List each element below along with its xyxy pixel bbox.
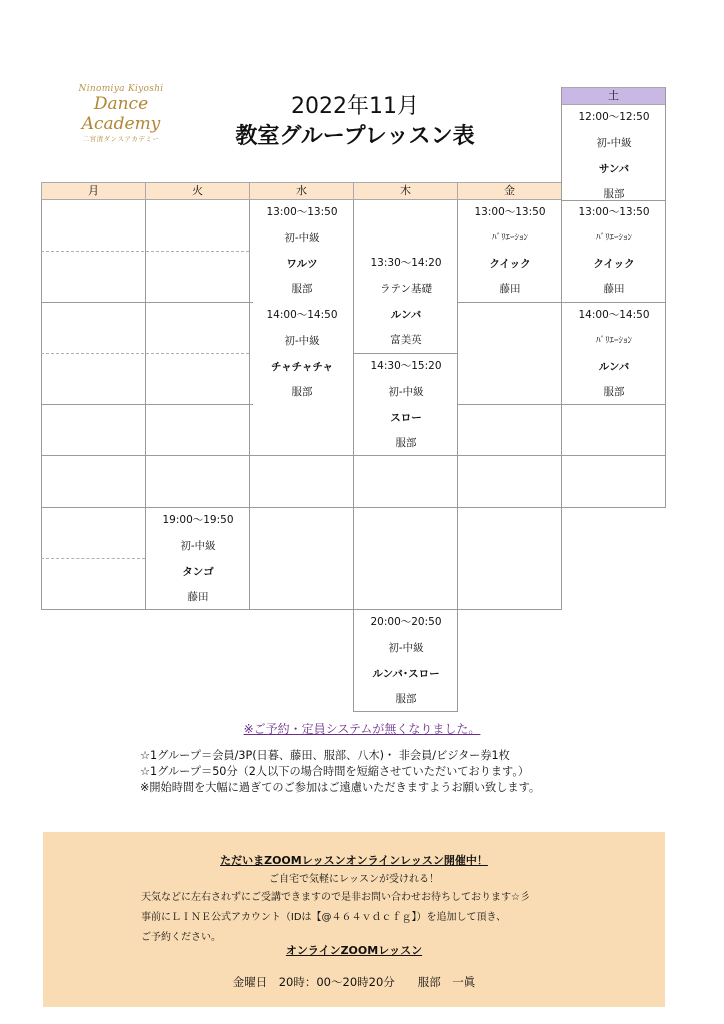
lesson-level: ﾊﾞﾘｴｰｼｮﾝ bbox=[491, 232, 528, 243]
lesson-dance: サンバ bbox=[598, 162, 630, 175]
lesson-dance: ルンバ bbox=[598, 360, 630, 373]
lesson-dance: ワルツ bbox=[286, 257, 318, 270]
day-header-sat: 土 bbox=[561, 87, 666, 105]
day-header-fri: 金 bbox=[457, 182, 562, 200]
grid-dash bbox=[41, 558, 145, 559]
rules-list bbox=[140, 748, 540, 796]
lesson-teacher: 服部 bbox=[603, 188, 625, 201]
grid-line bbox=[41, 507, 666, 508]
lesson-dance: ルンバ bbox=[390, 308, 422, 321]
lesson-wed-1300 bbox=[250, 200, 354, 303]
zoom-text-1: ご自宅で気軽にレッスンが受けれる！ bbox=[269, 874, 439, 885]
lesson-time: 13:30〜14:20 bbox=[370, 257, 442, 269]
zoom-text-4: ご予約ください。 bbox=[141, 932, 221, 943]
lesson-dance: クイック bbox=[489, 257, 531, 270]
lesson-level: 初-中級 bbox=[596, 136, 632, 149]
rule-item: ☆1グループ＝50分（2人以下の場合時間を短縮させていただいております。） bbox=[140, 765, 530, 778]
lesson-fri-1300 bbox=[458, 200, 562, 303]
logo-top-text: Ninomiya Kiyoshi bbox=[78, 84, 164, 94]
lesson-level: ラテン基礎 bbox=[380, 282, 432, 295]
grid-line bbox=[41, 404, 253, 405]
lesson-teacher: 藤田 bbox=[499, 283, 521, 296]
lesson-level: ﾊﾞﾘｴｰｼｮﾝ bbox=[595, 232, 632, 243]
lesson-wed-1400 bbox=[250, 303, 354, 406]
lesson-time: 13:00〜13:50 bbox=[578, 206, 650, 218]
page-title: 教室グループレッスン表 bbox=[235, 124, 475, 149]
grid-line bbox=[41, 302, 253, 303]
logo-sub-text: 二宮清ダンスアカデミー bbox=[82, 135, 160, 143]
lesson-dance: チャチャチャ bbox=[270, 360, 334, 373]
lesson-sat-1400 bbox=[562, 303, 666, 406]
zoom-schedule: 金曜日 20時：00〜20時20分 服部 一眞 bbox=[232, 975, 476, 989]
rule-item: ※開始時間を大幅に過ぎてのご参加はご遠慮いただきますようお願い致します。 bbox=[140, 781, 541, 794]
lesson-dance: タンゴ bbox=[182, 565, 214, 578]
lesson-time: 13:00〜13:50 bbox=[474, 206, 546, 218]
grid-dash bbox=[41, 251, 249, 252]
lesson-teacher: 服部 bbox=[603, 386, 625, 399]
lesson-dance: ルンバ･スロー bbox=[372, 667, 440, 680]
lesson-teacher: 服部 bbox=[291, 283, 313, 296]
lesson-time: 19:00〜19:50 bbox=[162, 514, 234, 526]
lesson-tue-1900 bbox=[146, 508, 250, 611]
lesson-teacher: 富美英 bbox=[390, 334, 422, 347]
academy-logo bbox=[56, 84, 186, 143]
rule-item: ☆1グループ＝会員/3P(日暮、藤田、服部、八木)・ 非会員/ビジター券1枚 bbox=[140, 749, 510, 762]
zoom-text-2: 天気などに左右されずにご受講できますので是非お問い合わせお待ちしております☆彡 bbox=[141, 892, 530, 903]
lesson-level: 初-中級 bbox=[284, 334, 320, 347]
lesson-thu-1330 bbox=[354, 251, 458, 354]
lesson-level: 初-中級 bbox=[284, 231, 320, 244]
lesson-sat-1300 bbox=[562, 200, 666, 303]
zoom-subtitle: オンラインZOOMレッスン bbox=[285, 944, 423, 957]
lesson-time: 13:00〜13:50 bbox=[266, 206, 338, 218]
day-header-wed: 水 bbox=[249, 182, 354, 200]
lesson-dance: クイック bbox=[593, 257, 635, 270]
zoom-text-3: 事前にＬＩＮＥ公式アカウント（IDは【@４６４ｖｄｃｆｇ】）を追加して頂き、 bbox=[141, 912, 507, 923]
lesson-level: 初-中級 bbox=[388, 641, 424, 654]
lesson-teacher: 服部 bbox=[395, 693, 417, 706]
lesson-time: 14:00〜14:50 bbox=[266, 309, 338, 321]
lesson-time: 20:00〜20:50 bbox=[370, 616, 442, 628]
day-header-tue: 火 bbox=[145, 182, 250, 200]
lesson-teacher: 服部 bbox=[395, 437, 417, 450]
day-header-mon: 月 bbox=[41, 182, 146, 200]
logo-main-text: Dance Academy bbox=[81, 94, 161, 134]
lesson-level: ﾊﾞﾘｴｰｼｮﾝ bbox=[595, 335, 632, 346]
grid-line bbox=[41, 609, 562, 610]
zoom-lesson-box bbox=[43, 832, 665, 1007]
lesson-time: 12:00〜12:50 bbox=[578, 111, 650, 123]
page-title-month: 2022年11月 bbox=[291, 94, 419, 119]
lesson-time: 14:30〜15:20 bbox=[370, 360, 442, 372]
lesson-teacher: 藤田 bbox=[187, 591, 209, 604]
lesson-level: 初-中級 bbox=[180, 539, 216, 552]
zoom-title: ただいまZOOMレッスンオンラインレッスン開催中！ bbox=[220, 854, 488, 867]
lesson-thu-1430 bbox=[354, 354, 458, 457]
reservation-notice: ※ご予約・定員システムが無くなりました。 bbox=[243, 722, 481, 736]
day-header-thu: 木 bbox=[353, 182, 458, 200]
lesson-time: 14:00〜14:50 bbox=[578, 309, 650, 321]
lesson-dance: スロー bbox=[390, 411, 422, 424]
grid-dash bbox=[41, 353, 249, 354]
grid-line bbox=[41, 200, 42, 610]
lesson-teacher: 藤田 bbox=[603, 283, 625, 296]
lesson-teacher: 服部 bbox=[291, 386, 313, 399]
lesson-level: 初-中級 bbox=[388, 385, 424, 398]
lesson-sat-1200 bbox=[562, 105, 666, 208]
lesson-thu-2000 bbox=[354, 610, 458, 713]
